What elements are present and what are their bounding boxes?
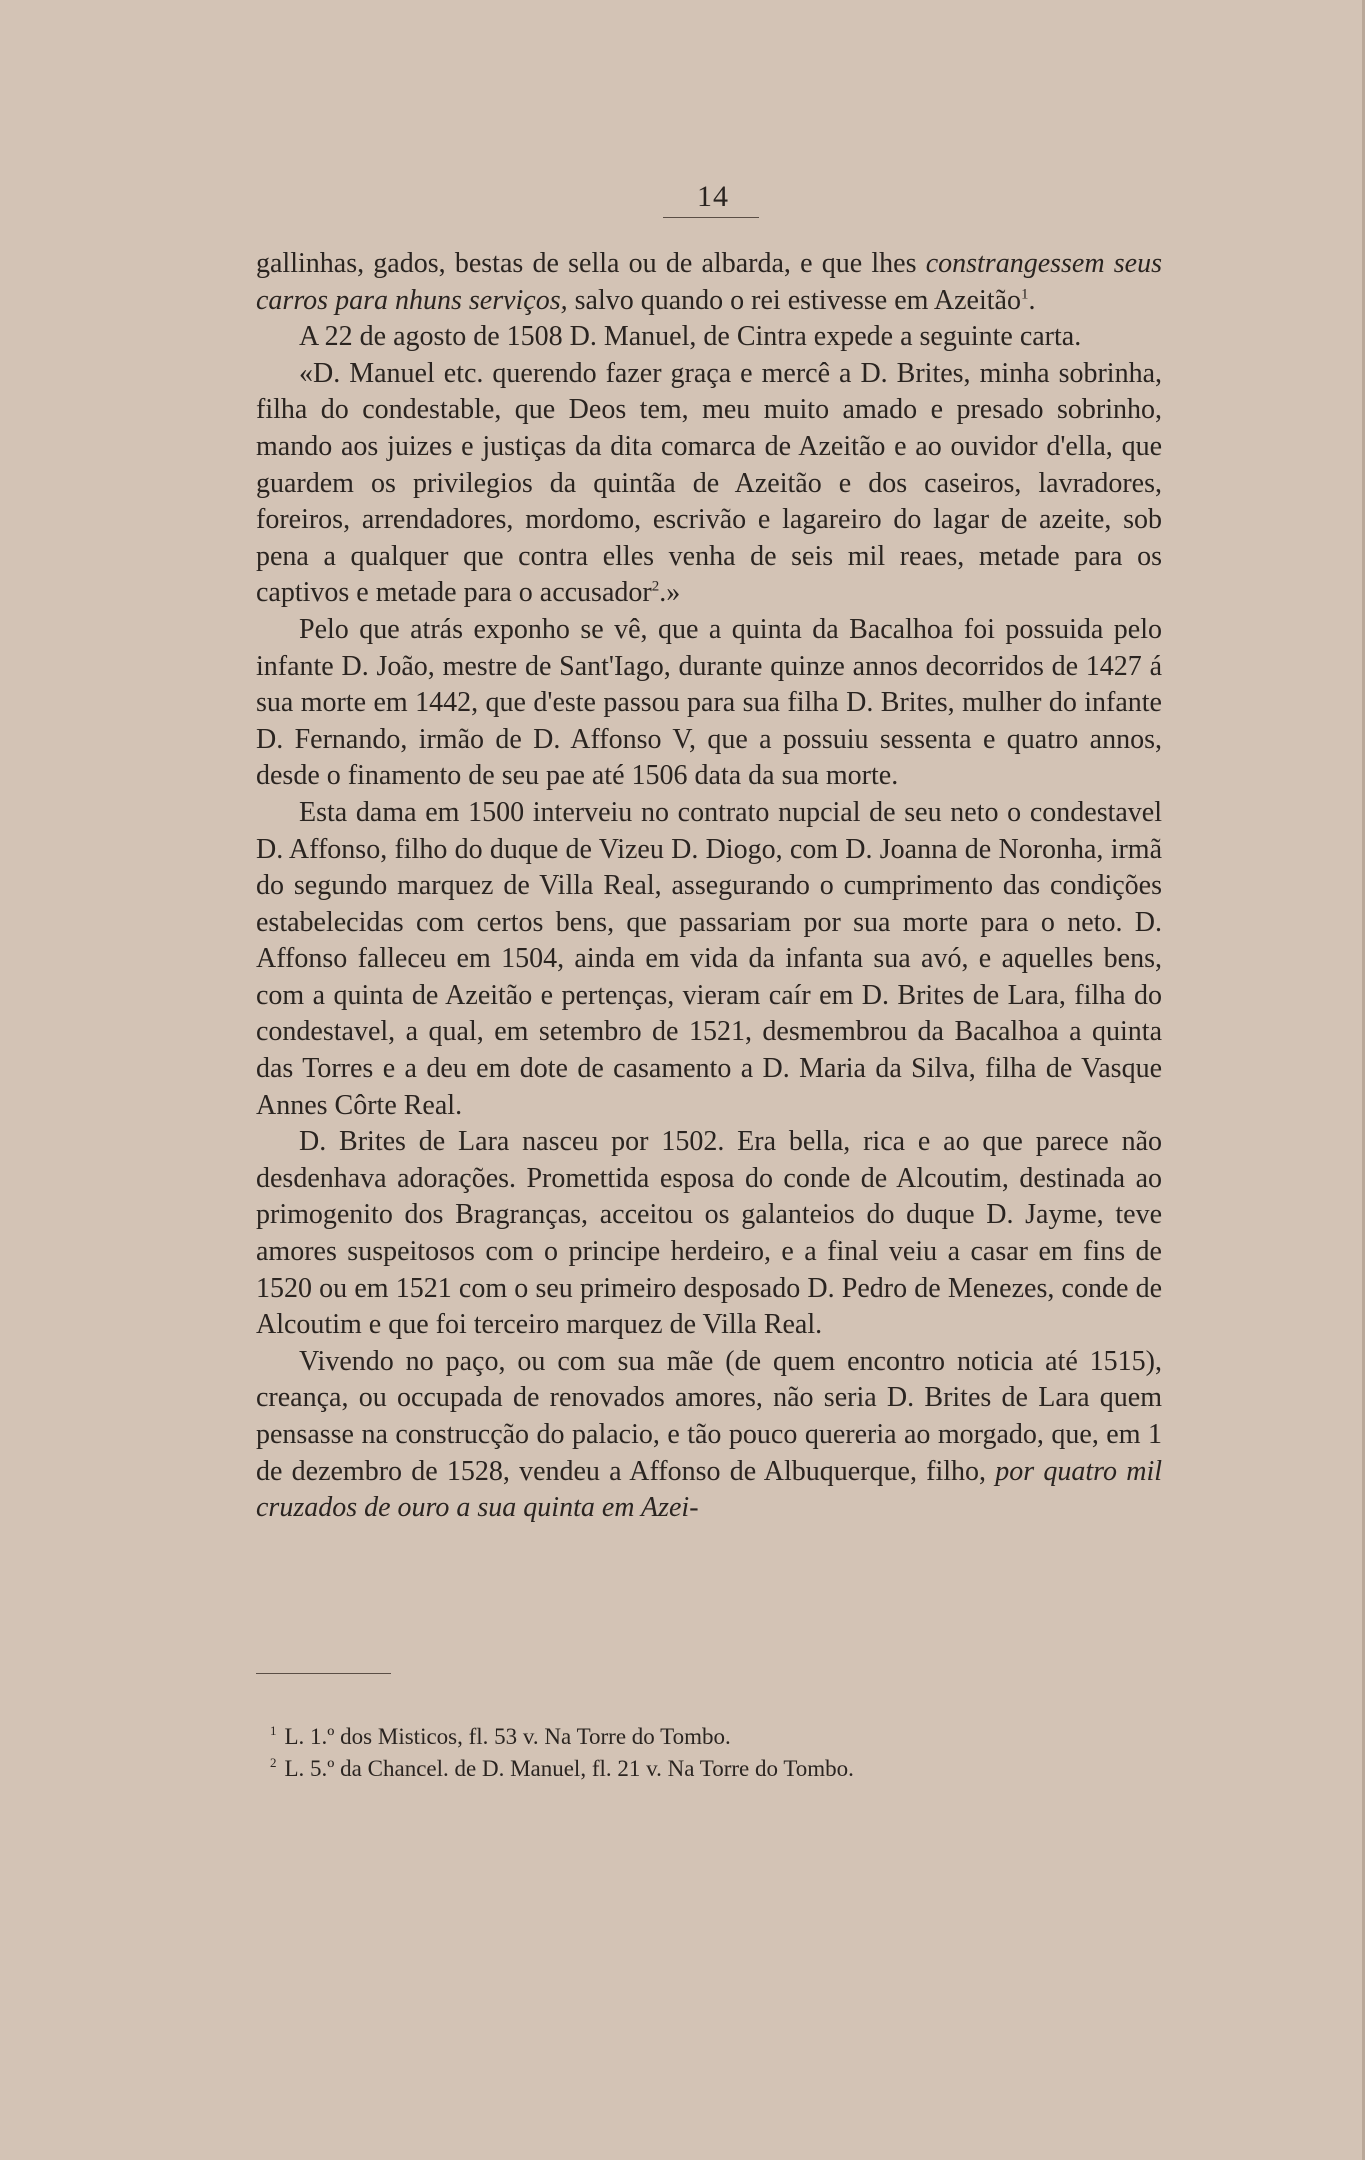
footnotes	[270, 1721, 1150, 1785]
page-number: 14	[697, 180, 729, 213]
footnote-text: L. 1.º dos Misticos, fl. 53 v. Na Torre do Tombo.	[284, 1724, 731, 1749]
footnote-mark: 1	[270, 1723, 277, 1739]
footnote-rule	[256, 1673, 391, 1674]
paragraph	[256, 319, 1162, 356]
footnote-reference: 2	[651, 579, 660, 596]
text-run: Pelo que atrás exponho se vê, que a quinta da Bacalhoa foi possuida pelo infante D. João, mestre de Sant'Iago, durante quinze annos decorridos de 1427 á sua morte em 1442, que d'este passou para sua filha D. Brites, mulher do infante D. Fernando, irmão de D. Affonso V, que a possuiu sessenta e quatro annos, desde o finamento de seu pae até 1506 data da sua morte.	[256, 613, 1162, 792]
footnote	[270, 1753, 1150, 1785]
italic-text: constrangessem seus carros para nhuns serviços,	[256, 248, 1163, 316]
paragraph	[256, 356, 1162, 612]
text-run: gallinhas, gados, bestas de sella ou de albarda, e que lhes	[256, 248, 926, 279]
italic-text: por quatro mil cruzados de ouro a sua quinta em Azei-	[256, 1455, 1163, 1524]
paragraph	[256, 1124, 1162, 1344]
text-run: D. Brites de Lara nasceu por 1502. Era bella, rica e ao que parece não desdenhava adorações. Promettida esposa do conde de Alcoutim, destinada ao primogenito dos Bragranças, acceitou os galanteios do duque D. Jayme, teve amores suspeitosos com o principe herdeiro, e a final veiu a casar em fins de 1520 ou em 1521 com o seu primeiro desposado D. Pedro de Menezes, conde de Alcoutim e que foi terceiro marquez de Villa Real.	[256, 1126, 1162, 1341]
text-run: salvo quando o rei estivesse em Azeitão	[567, 284, 1021, 316]
footnote-text: L. 5.º da Chancel. de D. Manuel, fl. 21 v. Na Torre do Tombo.	[284, 1756, 854, 1781]
text-run: .»	[659, 577, 681, 609]
text-run: A 22 de agosto de 1508 D. Manuel, de Cintra expede a seguinte carta.	[299, 321, 1082, 353]
text-run: Esta dama em 1500 interveiu no contrato nupcial de seu neto o condestavel D. Affonso, filho do duque de Vizeu D. Diogo, com D. Joanna de Noronha, irmã do segundo marquez de Villa Real, assegurando o cumprimento das condições estabelecidas com certos bens, que passariam por sua morte para o neto. D. Affonso falleceu em 1504, ainda em vida da infanta sua avó, e aquelles bens, com a quinta de Azeitão e pertenças, vieram caír em D. Brites de Lara, filha do condestavel, a qual, em setembro de 1521, desmembrou da Bacalhoa a quinta das Torres e a deu em dote de casamento a D. Maria da Silva, filha de Vasque Annes Côrte Real.	[256, 796, 1162, 1121]
paragraph	[256, 795, 1162, 1124]
footnote-mark: 2	[270, 1755, 277, 1771]
header-rule	[663, 217, 759, 218]
text-run: Vivendo no paço, ou com sua mãe (de quem encontro noticia até 1515), creança, ou occupada de renovados amores, não seria D. Brites de Lara quem pensasse na construcção do palacio, e tão pouco quereria ao morgado, que, em 1 de dezembro de 1528, vendeu a Affonso de Albuquerque, filho,	[256, 1345, 1162, 1487]
paragraph	[256, 612, 1162, 795]
footnote	[270, 1721, 1150, 1753]
body-text	[256, 246, 1162, 1527]
text-run: .	[1028, 284, 1036, 316]
footnote-reference: 1	[1020, 286, 1029, 303]
paragraph	[256, 246, 1162, 319]
paragraph	[256, 1344, 1162, 1527]
text-run: «D. Manuel etc. querendo fazer graça e mercê a D. Brites, minha sobrinha, filha do condestable, que Deos tem, meu muito amado e presado sobrinho, mando aos juizes e justiças da dita comarca de Azeitão e ao ouvidor d'ella, que guardem os privilegios da quintãa de Azeitão e dos caseiros, lavradores, foreiros, arrendadores, mordomo, escrivão e lagareiro do lagar de azeite, sob pena a qualquer que contra elles venha de seis mil reaes, metade para os captivos e metade para o accusador	[256, 357, 1162, 609]
